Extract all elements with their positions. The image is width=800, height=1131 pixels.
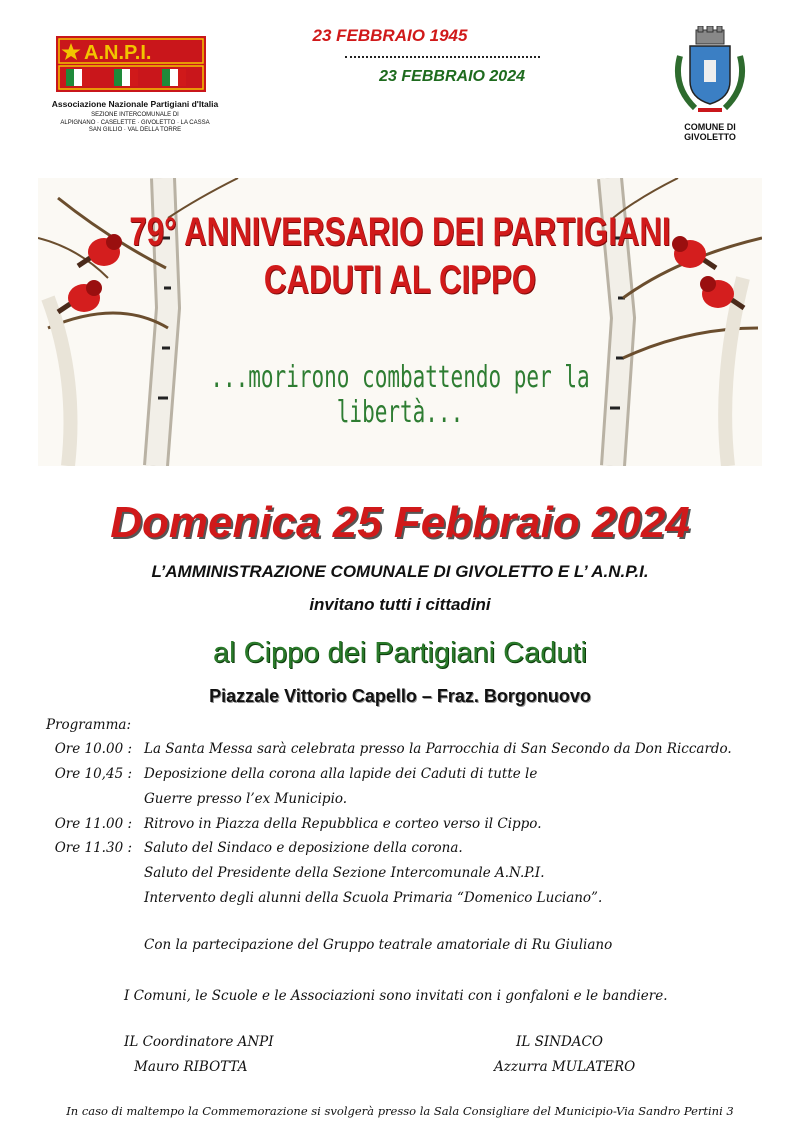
flag-stripes-icon (66, 69, 186, 86)
program-description: La Santa Messa sarà celebrata presso la Parrocchia di San Secondo da Don Riccardo. (144, 741, 732, 757)
anpi-section-line: ALPIGNANO · CASELETTE · GIVOLETTO · LA CASSA (60, 119, 210, 126)
anpi-section-line: SAN GILLIO · VAL DELLA TORRE (88, 127, 182, 133)
footer-note: In caso di maltempo la Commemorazione si svolgerà presso la Sala Consigliare del Municipio-Via Sandro Pertini 3 (66, 1104, 734, 1118)
anpi-section-line: SEZIONE INTERCOMUNALE DI (91, 112, 179, 118)
anpi-section (40, 112, 230, 135)
comune-crest-icon (670, 26, 750, 118)
program-time: Ore 10,45 : (54, 766, 132, 782)
program-description: Deposizione della corona alla lapide dei Caduti di tutte le (144, 766, 538, 782)
program-description: Intervento degli alunni della Scuola Primaria “Domenico Luciano”. (144, 890, 603, 906)
invitation-note: I Comuni, le Scuole e le Associazioni sono invitati con i gonfaloni e le bandiere. (124, 988, 668, 1004)
location-address: Piazzale Vittorio Capello – Fraz. Borgonuovo (209, 686, 591, 706)
date-1945: 23 FEBBRAIO 1945 (312, 26, 468, 45)
anpi-name: Associazione Nazionale Partigiani d'Italia (51, 99, 219, 109)
program-description: Guerre presso l’ex Municipio. (144, 791, 348, 807)
location-name: al Cippo dei Partigiani Caduti (213, 637, 587, 669)
comune-name-line: COMUNE DI (684, 122, 736, 132)
anpi-logo (56, 36, 206, 92)
dotted-divider (345, 56, 540, 58)
red-bird-icon (78, 234, 122, 266)
program-label: Programma: (46, 717, 132, 733)
anniversary-banner (38, 178, 762, 466)
red-bird-icon (58, 280, 102, 312)
program-description: Ritrovo in Piazza della Repubblica e corteo verso il Cippo. (144, 816, 542, 832)
date-2024: 23 FEBBRAIO 2024 (379, 68, 525, 85)
event-date: Domenica 25 Febbraio 2024 (110, 498, 690, 547)
program-time: Ore 11.30 : (54, 840, 132, 856)
program-time: Ore 11.00 : (54, 816, 132, 832)
comune-name (660, 122, 760, 142)
comune-name-line: GIVOLETTO (684, 132, 736, 142)
invite-text: invitano tutti i cittadini (309, 595, 491, 614)
participation-note: Con la partecipazione del Gruppo teatrale amatoriale di Ru Giuliano (144, 937, 613, 953)
program-description: Saluto del Sindaco e deposizione della corona. (144, 840, 463, 856)
program-description: Saluto del Presidente della Sezione Intercomunale A.N.P.I. (144, 865, 545, 881)
signature-left-role: IL Coordinatore ANPI (124, 1034, 274, 1050)
banner-title-line2: CADUTI AL CIPPO (263, 258, 537, 302)
signature-right-role: IL SINDACO (516, 1034, 603, 1050)
program-time: Ore 10.00 : (54, 741, 132, 757)
signature-left-name: Mauro RIBOTTA (134, 1059, 248, 1075)
signature-right-name: Azzurra MULATERO (494, 1059, 636, 1075)
anpi-logo-text: A.N.P.I. (84, 42, 152, 64)
organizers: L’AMMINISTRAZIONE COMUNALE DI GIVOLETTO E L’ A.N.P.I. (151, 562, 649, 581)
banner-motto: ...morirono combattendo per la libertà... (210, 360, 590, 430)
banner-title-line1: 79° ANNIVERSARIO DEI PARTIGIANI (129, 210, 671, 254)
